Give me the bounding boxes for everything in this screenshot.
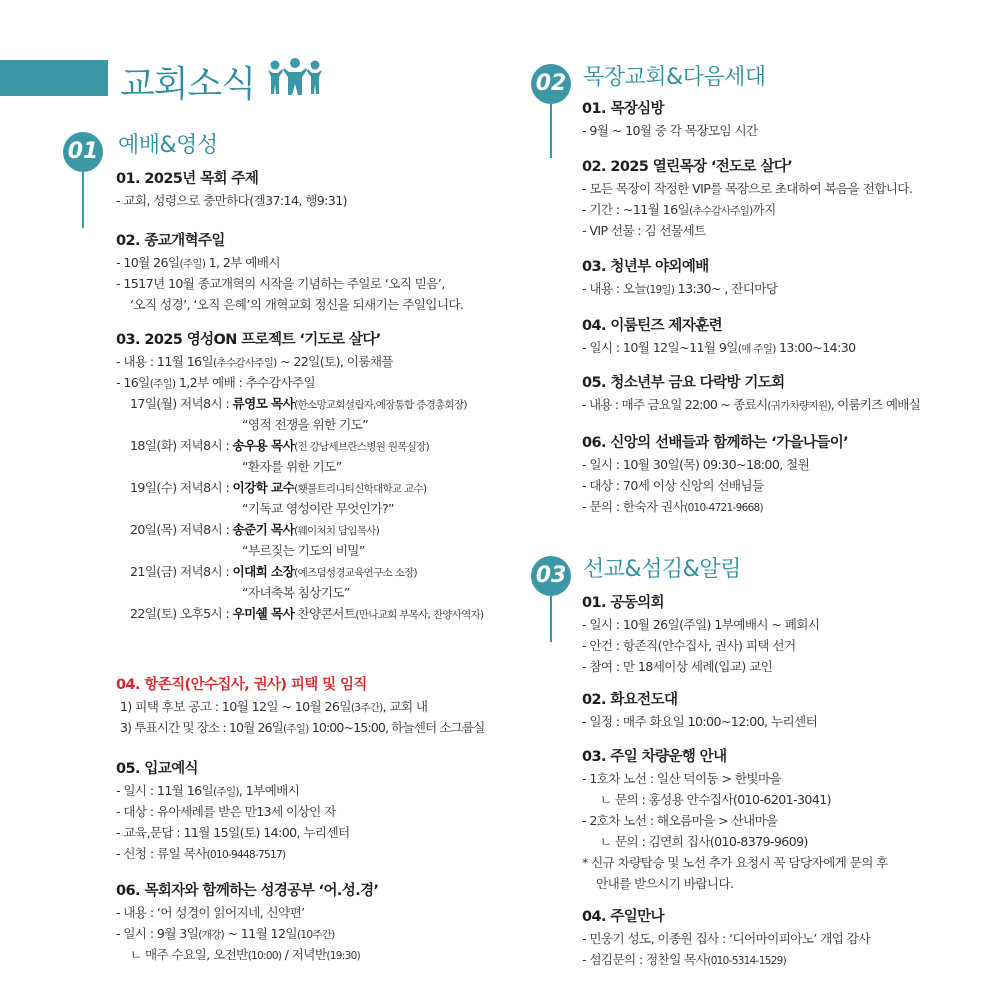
item-title: 05. 청소년부 금요 다락방 기도회 <box>582 375 785 391</box>
item-line: - 일시 : 9월 3일(개강) ~ 11월 12일(10주간) <box>116 926 335 941</box>
item-title: 02. 2025 열린목장 ‘전도로 살다’ <box>582 159 793 175</box>
section-title: 예배&영성 <box>118 133 218 158</box>
notice-item <box>582 592 819 677</box>
item-line: - 9월 ~ 10월 중 각 목장모임 시간 <box>582 123 758 138</box>
item-line: - 일시 : 10월 30일(목) 09:30~18:00, 철원 <box>582 457 810 472</box>
schedule-topic: “부르짖는 기도의 비밀” <box>242 543 365 558</box>
item-line: - VIP 선물 : 김 선물세트 <box>582 223 706 238</box>
notice-item <box>116 674 484 738</box>
notice-item <box>582 156 912 241</box>
schedule-topic: “자녀축복 침상기도” <box>242 585 350 600</box>
item-line: 1) 피택 후보 공고 : 10월 12일 ~ 10월 26일(3주간), 교회 내 <box>120 699 428 714</box>
item-title: 06. 목회자와 함께하는 성경공부 ‘어.성.경’ <box>116 883 379 899</box>
item-line: ㄴ 문의 : 홍성용 안수집사(010-6201-3041) <box>600 792 831 807</box>
notice-item <box>582 315 856 358</box>
schedule-day: 21일(금) 저녁8시 : 이대희 소장(예즈덤성경교육연구소 소장) <box>130 564 417 579</box>
item-line: - 섬김문의 : 정찬일 목사(010-5314-1529) <box>582 952 787 967</box>
item-line: - 내용 : 매주 금요일 22:00 ~ 종료시(귀가차량지원), 이룸키즈 예배실 <box>582 397 920 412</box>
header-accent-bar <box>0 60 108 96</box>
item-title: 01. 2025년 목회 주제 <box>116 171 259 187</box>
item-line: - 민웅기 성도, 이종원 집사 : ‘디어마이피아노’ 개업 감사 <box>582 931 870 946</box>
item-title: 03. 주일 차량운행 안내 <box>582 749 727 765</box>
item-line: - 신청 : 류일 목사(010-9448-7517) <box>116 846 286 861</box>
item-line: - 1호차 노선 : 일산 덕이동 > 한빛마을 <box>582 771 782 786</box>
item-line: - 내용 : ‘어 성경이 읽어지네, 신약편’ <box>116 905 305 920</box>
item-title: 03. 2025 영성ON 프로젝트 ‘기도로 살다’ <box>116 332 381 348</box>
notice-item <box>582 98 758 141</box>
item-line: - 문의 : 한숙자 권사(010-4721-9668) <box>582 499 763 514</box>
schedule-day: 19일(수) 저녁8시 : 이강학 교수(횃불트리니티신학대학교 교수) <box>130 480 427 495</box>
item-line: - 기간 : ~11월 16일(추수감사주일)까지 <box>582 202 776 217</box>
item-line: - 일시 : 10월 26일(주일) 1부예배시 ~ 폐회시 <box>582 617 820 632</box>
notice-item <box>116 329 483 624</box>
notice-item <box>582 746 888 894</box>
item-title: 03. 청년부 야외예배 <box>582 259 709 275</box>
item-line: * 신규 차량탑승 및 노선 추가 요청시 꼭 담당자에게 문의 후 <box>582 855 888 870</box>
notice-item <box>582 689 817 732</box>
item-line: - 모든 목장이 작정한 VIP를 목장으로 초대하여 복음을 전합니다. <box>582 181 913 196</box>
section-number-badge: 03 <box>531 556 571 596</box>
notice-item <box>582 906 870 970</box>
item-title: 02. 화요전도대 <box>582 692 678 708</box>
section-number-badge: 01 <box>63 132 103 172</box>
section-title: 목장교회&다음세대 <box>583 65 766 90</box>
item-line: - 일시 : 10월 12일~11월 9일(매 주일) 13:00~14:30 <box>582 340 856 355</box>
item-title: 02. 종교개혁주일 <box>116 233 225 249</box>
schedule-topic: “영적 전쟁을 위한 기도” <box>242 417 369 432</box>
item-line: 안내를 받으시기 바랍니다. <box>596 876 734 891</box>
item-line: 3) 투표시간 및 장소 : 10월 26일(주일) 10:00~15:00, 하늘센터 소그룹실 <box>120 720 485 735</box>
section-divider-line <box>82 172 84 228</box>
schedule-day: 17일(월) 저녁8시 : 류영모 목사(한소망교회설립자,예장통합 증경총회장) <box>130 396 467 411</box>
item-line: - 1517년 10월 종교개혁의 시작을 기념하는 주일로 ‘오직 믿음’, <box>116 276 445 291</box>
item-line: - 일정 : 매주 화요일 10:00~12:00, 누리센터 <box>582 714 818 729</box>
page-title: 교회소식 <box>120 64 256 105</box>
item-title: 04. 이룸틴즈 제자훈련 <box>582 318 723 334</box>
schedule-topic: “기독교 영성이란 무엇인가?” <box>242 501 394 516</box>
item-line: ‘오직 성경’, ‘오직 은혜’의 개혁교회 정신을 되새기는 주일입니다. <box>130 297 464 312</box>
item-line: - 일시 : 11월 16일(주일), 1부예배시 <box>116 783 300 798</box>
notice-item <box>116 168 347 211</box>
item-line: ㄴ 문의 : 김연희 집사(010-8379-9609) <box>600 834 808 849</box>
schedule-day: 22일(토) 오후5시 : 우미쉘 목사 찬양콘서트(만나교회 부목사, 찬양사역자) <box>130 606 484 621</box>
item-title: 05. 입교예식 <box>116 761 198 777</box>
item-line: - 대상 : 유아세례를 받은 만13세 이상인 자 <box>116 804 336 819</box>
item-title: 04. 항존직(안수집사, 권사) 피택 및 임직 <box>116 677 367 693</box>
item-line: - 교육,문답 : 11월 15일(토) 14:00, 누리센터 <box>116 825 350 840</box>
item-line: - 내용 : 오늘(19일) 13:30~ , 잔디마당 <box>582 281 778 296</box>
item-line: - 교회, 성령으로 충만하다(겔37:14, 행9:31) <box>116 193 347 208</box>
item-title: 01. 목장심방 <box>582 101 664 117</box>
item-line: - 안건 : 항존직(안수집사, 권사) 피택 선거 <box>582 638 796 653</box>
notice-item <box>116 230 463 315</box>
item-line: - 10월 26일(주일) 1, 2부 예배시 <box>116 255 280 270</box>
item-title: 06. 신앙의 선배들과 함께하는 ‘가을나들이’ <box>582 435 849 451</box>
schedule-day: 18일(화) 저녁8시 : 송우용 목사(전 강남세브란스병원 원목실장) <box>130 438 429 453</box>
item-title: 01. 공동의회 <box>582 595 664 611</box>
section-title: 선교&섬김&알림 <box>583 557 741 582</box>
item-line: - 참여 : 만 18세이상 세례(입교) 교인 <box>582 659 773 674</box>
item-line: - 대상 : 70세 이상 신앙의 선배님들 <box>582 478 764 493</box>
schedule-day: 20일(목) 저녁8시 : 송준기 목사(웨이처치 담임목사) <box>130 522 380 537</box>
item-title: 04. 주일만나 <box>582 909 664 925</box>
section-divider-line <box>550 596 552 642</box>
notice-item <box>582 432 848 517</box>
item-line: - 16일(주일) 1,2부 예배 : 추수감사주일 <box>116 375 316 390</box>
item-line: ㄴ 매주 수요일, 오전반(10:00) / 저녁반(19:30) <box>130 947 360 962</box>
notice-item <box>116 880 378 965</box>
item-line: - 2호차 노선 : 해오름마을 > 산내마을 <box>582 813 778 828</box>
section-number-badge: 02 <box>531 64 571 104</box>
people-icon <box>267 58 323 96</box>
notice-item <box>116 758 350 864</box>
item-line: - 내용 : 11월 16일(추수감사주일) ~ 22일(토), 이룸채플 <box>116 354 393 369</box>
section-divider-line <box>550 104 552 158</box>
schedule-topic: “환자를 위한 기도” <box>242 459 342 474</box>
notice-item <box>582 256 777 299</box>
notice-item <box>582 372 920 415</box>
